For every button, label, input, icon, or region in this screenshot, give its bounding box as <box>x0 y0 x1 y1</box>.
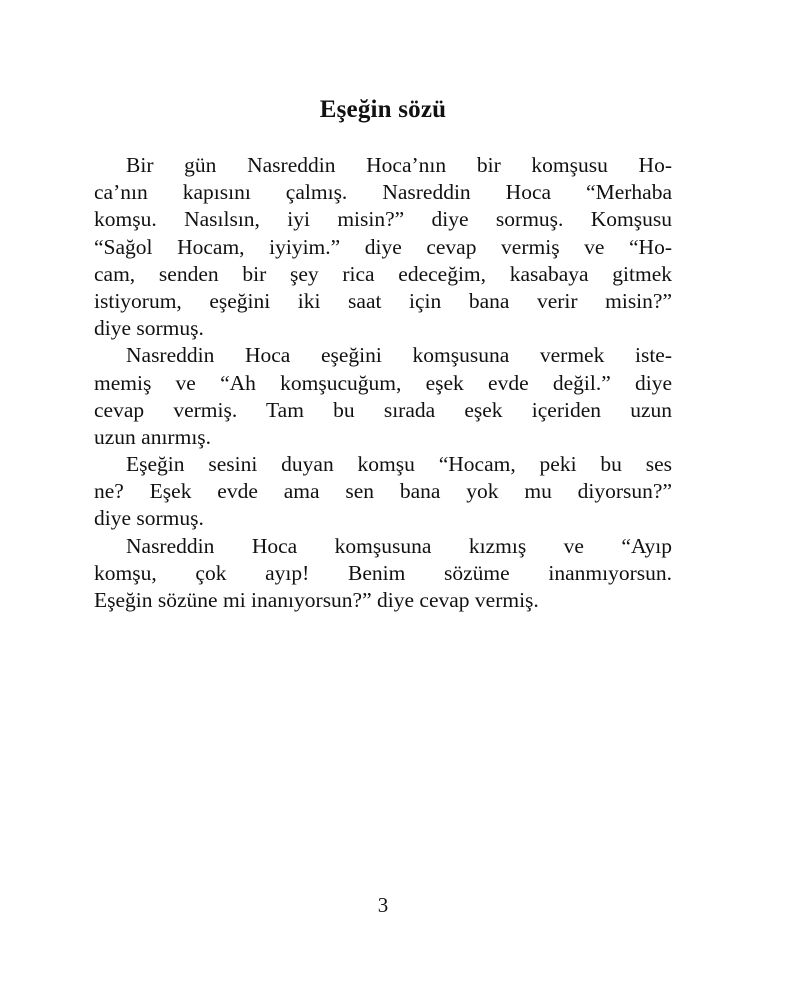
text-line: memiş ve “Ah komşucuğum, eşek evde değil.” diye <box>94 370 672 395</box>
text-line: Bir gün Nasreddin Hoca’nın bir komşusu Ho- <box>126 153 672 177</box>
text-line: diye sormuş. <box>94 506 204 531</box>
story-title: Eşeğin sözü <box>319 96 447 123</box>
paragraph <box>94 342 672 451</box>
story-body <box>94 152 672 614</box>
text-line: “Sağol Hocam, iyiyim.” diye cevap vermiş ve “Ho- <box>94 234 672 259</box>
text-line: komşu. Nasılsın, iyi misin?” diye sormuş. Komşusu <box>94 207 672 232</box>
paragraph <box>94 152 672 342</box>
text-line: istiyorum, eşeğini iki saat için bana verir misin?” <box>94 288 672 313</box>
paragraph <box>94 533 672 615</box>
text-line: cam, senden bir şey rica edeceğim, kasabaya gitmek <box>94 261 672 286</box>
paragraph <box>94 451 672 533</box>
text-line: Nasreddin Hoca eşeğini komşusuna vermek iste- <box>126 343 672 368</box>
text-line: Nasreddin Hoca komşusuna kızmış ve “Ayıp <box>126 533 672 558</box>
page-number: 3 <box>377 893 389 917</box>
text-line: komşu, çok ayıp! Benim sözüme inanmıyorsun. <box>94 560 672 585</box>
text-line: uzun anırmış. <box>94 424 212 449</box>
text-line: cevap vermiş. Tam bu sırada eşek içeriden uzun <box>94 397 672 422</box>
text-line: diye sormuş. <box>94 316 204 341</box>
text-line: ca’nın kapısını çalmış. Nasreddin Hoca “Merhaba <box>94 180 672 205</box>
text-line: Eşeğin sözüne mi inanıyorsun?” diye cevap vermiş. <box>94 588 539 612</box>
text-line: Eşeğin sesini duyan komşu “Hocam, peki bu ses <box>126 452 672 477</box>
text-line: ne? Eşek evde ama sen bana yok mu diyorsun?” <box>94 479 672 504</box>
